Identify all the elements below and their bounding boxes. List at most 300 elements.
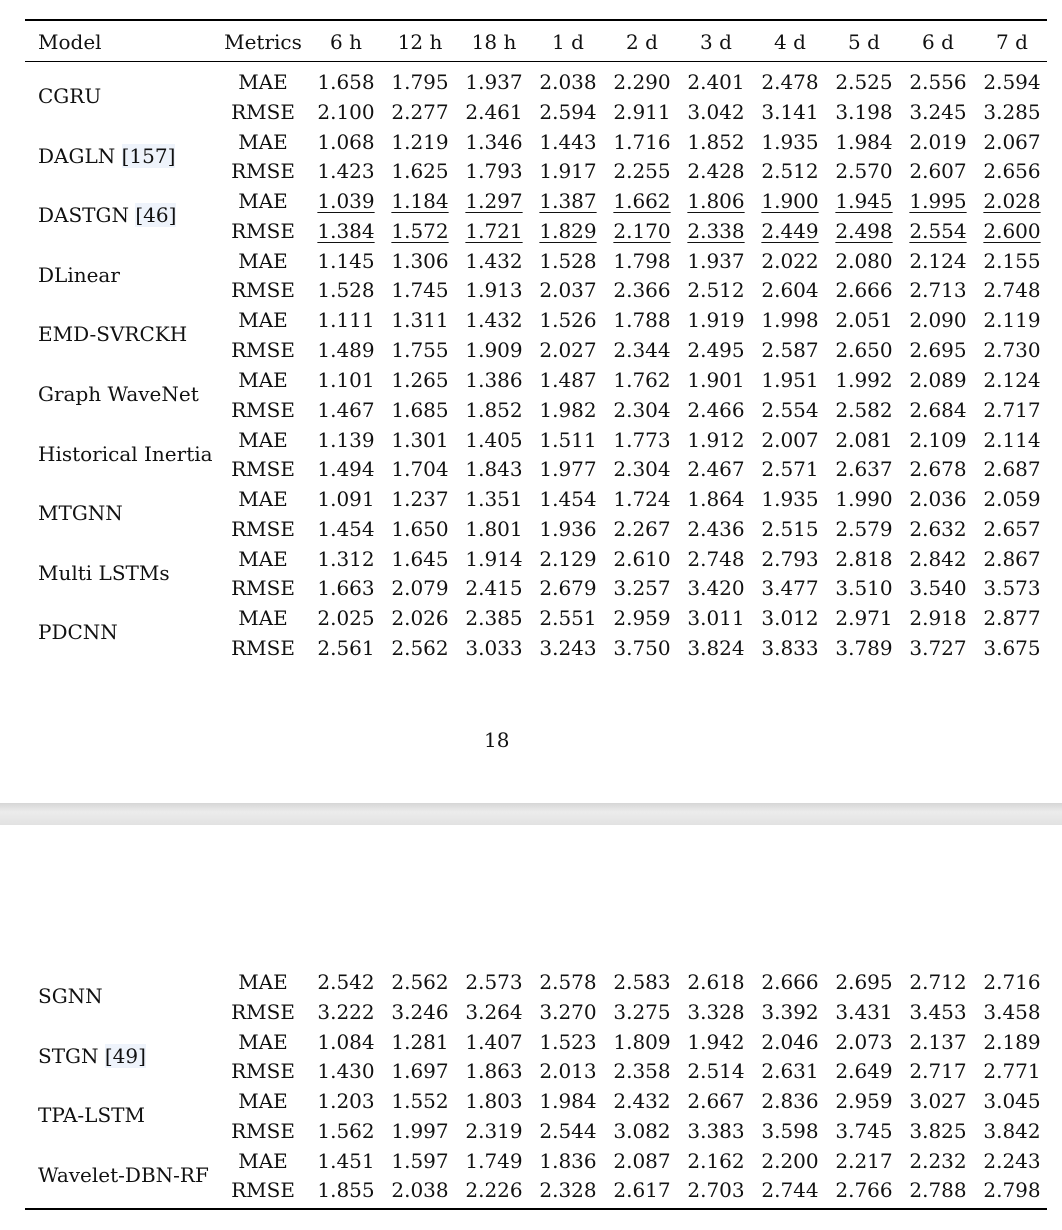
- mae-value: 1.716: [613, 130, 671, 154]
- mae-value: 1.935: [761, 487, 819, 511]
- rmse-value: 2.366: [613, 278, 671, 302]
- page-bottom: [0, 825, 1062, 1230]
- mae-value: 2.551: [539, 606, 597, 630]
- metric-label-mae: MAE: [238, 368, 288, 392]
- metric-label-rmse: RMSE: [231, 219, 295, 243]
- rmse-value: 2.679: [539, 576, 597, 600]
- rmse-value: 2.561: [317, 636, 375, 660]
- rmse-value: 3.270: [539, 1000, 597, 1024]
- mae-value: 1.795: [391, 70, 449, 94]
- mae-value: 2.556: [909, 70, 967, 94]
- rmse-value: 3.285: [983, 100, 1041, 124]
- top-rule: [25, 19, 1047, 21]
- citation-link[interactable]: [157]: [121, 144, 176, 168]
- rmse-value: 2.798: [983, 1178, 1041, 1202]
- mae-value: 3.011: [687, 606, 745, 630]
- rmse-value: 3.598: [761, 1119, 819, 1143]
- mae-value: 1.798: [613, 249, 671, 273]
- mae-value: 2.036: [909, 487, 967, 511]
- mae-value: 2.080: [835, 249, 893, 273]
- rmse-value: 1.650: [391, 517, 449, 541]
- metric-label-rmse: RMSE: [231, 576, 295, 600]
- mae-value: 1.803: [465, 1089, 523, 1113]
- rmse-value: 3.675: [983, 636, 1041, 660]
- mae-value: 1.935: [761, 130, 819, 154]
- mae-value: 1.084: [317, 1030, 375, 1054]
- rmse-value: 2.562: [391, 636, 449, 660]
- model-label: DASTGN: [38, 203, 136, 227]
- mae-value: 2.089: [909, 368, 967, 392]
- metric-label-mae: MAE: [238, 249, 288, 273]
- mae-value: 2.562: [391, 970, 449, 994]
- mae-value: 2.478: [761, 70, 819, 94]
- rmse-value: 2.495: [687, 338, 745, 362]
- metric-label-rmse: RMSE: [231, 100, 295, 124]
- model-name: [38, 561, 170, 585]
- header-horizon: 6 d: [922, 30, 954, 54]
- mae-value: 2.525: [835, 70, 893, 94]
- rmse-value: 2.594: [539, 100, 597, 124]
- mae-value: 1.387: [539, 189, 597, 213]
- mae-value: 2.573: [465, 970, 523, 994]
- metric-label-rmse: RMSE: [231, 457, 295, 481]
- metric-label-rmse: RMSE: [231, 1059, 295, 1083]
- mae-value: 1.523: [539, 1030, 597, 1054]
- rmse-value: 1.494: [317, 457, 375, 481]
- mae-value: 1.951: [761, 368, 819, 392]
- rmse-value: 1.843: [465, 457, 523, 481]
- rmse-value: 2.544: [539, 1119, 597, 1143]
- rmse-value: 3.420: [687, 576, 745, 600]
- rmse-value: 1.721: [465, 219, 523, 243]
- mae-value: 2.119: [983, 308, 1041, 332]
- metric-label-rmse: RMSE: [231, 338, 295, 362]
- model-name: [38, 263, 120, 287]
- rmse-value: 3.789: [835, 636, 893, 660]
- rmse-value: 2.730: [983, 338, 1041, 362]
- mae-value: 1.919: [687, 308, 745, 332]
- rmse-value: 1.913: [465, 278, 523, 302]
- model-name: [38, 620, 118, 644]
- mae-value: 1.528: [539, 249, 597, 273]
- model-label: Wavelet-DBN-RF: [38, 1163, 209, 1187]
- mae-value: 2.155: [983, 249, 1041, 273]
- mae-value: 1.990: [835, 487, 893, 511]
- mae-value: 1.900: [761, 189, 819, 213]
- mae-value: 1.386: [465, 368, 523, 392]
- mae-value: 2.200: [761, 1149, 819, 1173]
- mae-value: 2.818: [835, 547, 893, 571]
- rmse-value: 3.245: [909, 100, 967, 124]
- rmse-value: 2.277: [391, 100, 449, 124]
- mae-value: 1.454: [539, 487, 597, 511]
- rmse-value: 3.243: [539, 636, 597, 660]
- model-label: MTGNN: [38, 501, 123, 525]
- model-name: [38, 1044, 146, 1068]
- rmse-value: 3.275: [613, 1000, 671, 1024]
- rmse-value: 2.631: [761, 1059, 819, 1083]
- mae-value: 1.992: [835, 368, 893, 392]
- rmse-value: 2.579: [835, 517, 893, 541]
- mae-value: 1.864: [687, 487, 745, 511]
- mae-value: 1.203: [317, 1089, 375, 1113]
- metric-label-rmse: RMSE: [231, 636, 295, 660]
- mae-value: 2.594: [983, 70, 1041, 94]
- metric-label-rmse: RMSE: [231, 1000, 295, 1024]
- rmse-value: 1.454: [317, 517, 375, 541]
- mae-value: 2.073: [835, 1030, 893, 1054]
- rmse-value: 1.852: [465, 398, 523, 422]
- mae-value: 2.290: [613, 70, 671, 94]
- mae-value: 2.666: [761, 970, 819, 994]
- rmse-value: 2.037: [539, 278, 597, 302]
- rmse-value: 2.911: [613, 100, 671, 124]
- mae-value: 2.007: [761, 428, 819, 452]
- mae-value: 2.081: [835, 428, 893, 452]
- mae-value: 1.852: [687, 130, 745, 154]
- mae-value: 2.836: [761, 1089, 819, 1113]
- mae-value: 2.109: [909, 428, 967, 452]
- mae-value: 1.281: [391, 1030, 449, 1054]
- rmse-value: 1.863: [465, 1059, 523, 1083]
- rmse-value: 2.657: [983, 517, 1041, 541]
- mae-value: 2.038: [539, 70, 597, 94]
- rmse-value: 2.267: [613, 517, 671, 541]
- rmse-value: 2.554: [761, 398, 819, 422]
- rmse-value: 2.449: [761, 219, 819, 243]
- mae-value: 1.432: [465, 249, 523, 273]
- mae-value: 2.046: [761, 1030, 819, 1054]
- rmse-value: 2.338: [687, 219, 745, 243]
- mae-value: 3.012: [761, 606, 819, 630]
- mae-value: 3.027: [909, 1089, 967, 1113]
- rmse-value: 1.745: [391, 278, 449, 302]
- metric-label-mae: MAE: [238, 487, 288, 511]
- mae-value: 1.998: [761, 308, 819, 332]
- mae-value: 2.189: [983, 1030, 1041, 1054]
- mae-value: 2.877: [983, 606, 1041, 630]
- model-label: Historical Inertia: [38, 442, 213, 466]
- rmse-value: 2.226: [465, 1178, 523, 1202]
- mae-value: 2.124: [909, 249, 967, 273]
- rmse-value: 2.013: [539, 1059, 597, 1083]
- rmse-value: 1.755: [391, 338, 449, 362]
- rmse-value: 2.515: [761, 517, 819, 541]
- mae-value: 2.124: [983, 368, 1041, 392]
- mae-value: 1.311: [391, 308, 449, 332]
- rmse-value: 2.436: [687, 517, 745, 541]
- rmse-value: 3.842: [983, 1119, 1041, 1143]
- model-name: [38, 1103, 145, 1127]
- metric-label-rmse: RMSE: [231, 1119, 295, 1143]
- rmse-value: 1.625: [391, 159, 449, 183]
- rmse-value: 1.829: [539, 219, 597, 243]
- mae-value: 3.045: [983, 1089, 1041, 1113]
- mae-value: 1.645: [391, 547, 449, 571]
- metric-label-mae: MAE: [238, 547, 288, 571]
- rmse-value: 3.141: [761, 100, 819, 124]
- metric-label-mae: MAE: [238, 1089, 288, 1113]
- header-horizon: 6 h: [330, 30, 362, 54]
- mae-value: 2.578: [539, 970, 597, 994]
- mae-value: 1.265: [391, 368, 449, 392]
- rmse-value: 2.255: [613, 159, 671, 183]
- rmse-value: 1.801: [465, 517, 523, 541]
- header-horizon: 3 d: [700, 30, 732, 54]
- mae-value: 1.662: [613, 189, 671, 213]
- mae-value: 1.773: [613, 428, 671, 452]
- rmse-value: 2.428: [687, 159, 745, 183]
- mae-value: 1.945: [835, 189, 893, 213]
- rmse-value: 1.697: [391, 1059, 449, 1083]
- rmse-value: 2.582: [835, 398, 893, 422]
- rmse-value: 1.909: [465, 338, 523, 362]
- rmse-value: 2.415: [465, 576, 523, 600]
- mae-value: 1.806: [687, 189, 745, 213]
- rmse-value: 2.587: [761, 338, 819, 362]
- mae-value: 2.385: [465, 606, 523, 630]
- model-label: STGN: [38, 1044, 105, 1068]
- mae-value: 2.028: [983, 189, 1041, 213]
- rmse-value: 2.684: [909, 398, 967, 422]
- mae-value: 1.487: [539, 368, 597, 392]
- rmse-value: 2.600: [983, 219, 1041, 243]
- rmse-value: 2.695: [909, 338, 967, 362]
- mae-value: 2.067: [983, 130, 1041, 154]
- mae-value: 1.101: [317, 368, 375, 392]
- mae-value: 1.301: [391, 428, 449, 452]
- rmse-value: 2.713: [909, 278, 967, 302]
- mae-value: 2.842: [909, 547, 967, 571]
- rmse-value: 1.562: [317, 1119, 375, 1143]
- mae-value: 1.405: [465, 428, 523, 452]
- rmse-value: 2.100: [317, 100, 375, 124]
- mae-value: 1.942: [687, 1030, 745, 1054]
- rmse-value: 1.704: [391, 457, 449, 481]
- rmse-value: 2.678: [909, 457, 967, 481]
- mae-value: 2.025: [317, 606, 375, 630]
- rmse-value: 2.467: [687, 457, 745, 481]
- rmse-value: 3.727: [909, 636, 967, 660]
- mae-value: 1.809: [613, 1030, 671, 1054]
- mae-value: 2.959: [835, 1089, 893, 1113]
- mae-value: 2.019: [909, 130, 967, 154]
- mae-value: 1.351: [465, 487, 523, 511]
- mae-value: 2.695: [835, 970, 893, 994]
- mae-value: 1.219: [391, 130, 449, 154]
- mae-value: 1.749: [465, 1149, 523, 1173]
- rmse-value: 3.082: [613, 1119, 671, 1143]
- rmse-value: 3.198: [835, 100, 893, 124]
- model-name: [38, 442, 213, 466]
- mae-value: 2.217: [835, 1149, 893, 1173]
- metric-label-mae: MAE: [238, 130, 288, 154]
- rmse-value: 1.467: [317, 398, 375, 422]
- header-horizon: 18 h: [471, 30, 517, 54]
- rmse-value: 2.512: [761, 159, 819, 183]
- header-rule: [25, 61, 1047, 62]
- rmse-value: 2.512: [687, 278, 745, 302]
- header-horizon: 7 d: [996, 30, 1028, 54]
- model-name: [38, 984, 103, 1008]
- metric-label-mae: MAE: [238, 1030, 288, 1054]
- mae-value: 1.901: [687, 368, 745, 392]
- mae-value: 2.137: [909, 1030, 967, 1054]
- mae-value: 1.788: [613, 308, 671, 332]
- rmse-value: 3.383: [687, 1119, 745, 1143]
- model-name: [38, 203, 176, 227]
- rmse-value: 1.936: [539, 517, 597, 541]
- rmse-value: 2.344: [613, 338, 671, 362]
- header-model: Model: [38, 30, 102, 54]
- mae-value: 2.026: [391, 606, 449, 630]
- rmse-value: 3.033: [465, 636, 523, 660]
- mae-value: 2.022: [761, 249, 819, 273]
- rmse-value: 3.510: [835, 576, 893, 600]
- mae-value: 2.971: [835, 606, 893, 630]
- mae-value: 1.139: [317, 428, 375, 452]
- metric-label-rmse: RMSE: [231, 159, 295, 183]
- mae-value: 1.184: [391, 189, 449, 213]
- mae-value: 1.914: [465, 547, 523, 571]
- header-horizon: 2 d: [626, 30, 658, 54]
- mae-value: 2.542: [317, 970, 375, 994]
- mae-value: 2.667: [687, 1089, 745, 1113]
- rmse-value: 3.257: [613, 576, 671, 600]
- mae-value: 1.597: [391, 1149, 449, 1173]
- header-horizon: 4 d: [774, 30, 806, 54]
- header-horizon: 5 d: [848, 30, 880, 54]
- model-name: [38, 1163, 209, 1187]
- rmse-value: 2.649: [835, 1059, 893, 1083]
- mae-value: 1.511: [539, 428, 597, 452]
- header-horizon: 12 h: [397, 30, 443, 54]
- mae-value: 2.059: [983, 487, 1041, 511]
- mae-value: 1.145: [317, 249, 375, 273]
- mae-value: 2.114: [983, 428, 1041, 452]
- rmse-value: 2.570: [835, 159, 893, 183]
- mae-value: 1.937: [465, 70, 523, 94]
- rmse-value: 2.571: [761, 457, 819, 481]
- mae-value: 1.111: [317, 308, 375, 332]
- model-label: EMD-SVRCKH: [38, 322, 188, 346]
- mae-value: 1.443: [539, 130, 597, 154]
- rmse-value: 2.498: [835, 219, 893, 243]
- rmse-value: 1.430: [317, 1059, 375, 1083]
- model-name: [38, 144, 175, 168]
- rmse-value: 1.997: [391, 1119, 449, 1143]
- rmse-value: 2.358: [613, 1059, 671, 1083]
- mae-value: 2.432: [613, 1089, 671, 1113]
- model-label: DAGLN: [38, 144, 122, 168]
- rmse-value: 2.604: [761, 278, 819, 302]
- model-label: SGNN: [38, 984, 103, 1008]
- rmse-value: 2.617: [613, 1178, 671, 1202]
- rmse-value: 3.042: [687, 100, 745, 124]
- mae-value: 1.039: [317, 189, 375, 213]
- citation-link[interactable]: [46]: [135, 203, 177, 227]
- mae-value: 2.129: [539, 547, 597, 571]
- model-name: [38, 84, 101, 108]
- page-separator: [0, 803, 1062, 825]
- rmse-value: 2.632: [909, 517, 967, 541]
- mae-value: 1.984: [539, 1089, 597, 1113]
- rmse-value: 1.685: [391, 398, 449, 422]
- rmse-value: 2.656: [983, 159, 1041, 183]
- bottom-rule: [25, 1208, 1047, 1210]
- mae-value: 1.724: [613, 487, 671, 511]
- rmse-value: 1.917: [539, 159, 597, 183]
- mae-value: 1.407: [465, 1030, 523, 1054]
- metric-label-mae: MAE: [238, 308, 288, 332]
- mae-value: 2.162: [687, 1149, 745, 1173]
- rmse-value: 2.703: [687, 1178, 745, 1202]
- rmse-value: 2.637: [835, 457, 893, 481]
- mae-value: 2.090: [909, 308, 967, 332]
- rmse-value: 1.489: [317, 338, 375, 362]
- rmse-value: 3.573: [983, 576, 1041, 600]
- citation-link[interactable]: [49]: [104, 1044, 146, 1068]
- metric-label-mae: MAE: [238, 1149, 288, 1173]
- mae-value: 1.836: [539, 1149, 597, 1173]
- rmse-value: 2.748: [983, 278, 1041, 302]
- mae-value: 2.610: [613, 547, 671, 571]
- metric-label-mae: MAE: [238, 189, 288, 213]
- rmse-value: 2.554: [909, 219, 967, 243]
- model-name: [38, 322, 187, 346]
- rmse-value: 2.027: [539, 338, 597, 362]
- rmse-value: 2.461: [465, 100, 523, 124]
- mae-value: 1.432: [465, 308, 523, 332]
- rmse-value: 1.572: [391, 219, 449, 243]
- metric-label-mae: MAE: [238, 606, 288, 630]
- rmse-value: 3.453: [909, 1000, 967, 1024]
- mae-value: 1.937: [687, 249, 745, 273]
- mae-value: 1.312: [317, 547, 375, 571]
- mae-value: 1.912: [687, 428, 745, 452]
- mae-value: 2.087: [613, 1149, 671, 1173]
- rmse-value: 1.423: [317, 159, 375, 183]
- rmse-value: 1.663: [317, 576, 375, 600]
- rmse-value: 2.771: [983, 1059, 1041, 1083]
- mae-value: 2.959: [613, 606, 671, 630]
- mae-value: 1.658: [317, 70, 375, 94]
- mae-value: 1.237: [391, 487, 449, 511]
- rmse-value: 2.079: [391, 576, 449, 600]
- rmse-value: 2.788: [909, 1178, 967, 1202]
- mae-value: 1.762: [613, 368, 671, 392]
- rmse-value: 2.666: [835, 278, 893, 302]
- model-label: PDCNN: [38, 620, 118, 644]
- mae-value: 1.091: [317, 487, 375, 511]
- mae-value: 1.306: [391, 249, 449, 273]
- metric-label-mae: MAE: [238, 70, 288, 94]
- rmse-value: 3.392: [761, 1000, 819, 1024]
- rmse-value: 2.717: [909, 1059, 967, 1083]
- rmse-value: 3.246: [391, 1000, 449, 1024]
- mae-value: 2.712: [909, 970, 967, 994]
- mae-value: 2.243: [983, 1149, 1041, 1173]
- mae-value: 2.051: [835, 308, 893, 332]
- model-name: [38, 501, 123, 525]
- rmse-value: 2.744: [761, 1178, 819, 1202]
- rmse-value: 3.222: [317, 1000, 375, 1024]
- mae-value: 1.297: [465, 189, 523, 213]
- rmse-value: 3.328: [687, 1000, 745, 1024]
- metric-label-rmse: RMSE: [231, 517, 295, 541]
- mae-value: 2.748: [687, 547, 745, 571]
- rmse-value: 2.319: [465, 1119, 523, 1143]
